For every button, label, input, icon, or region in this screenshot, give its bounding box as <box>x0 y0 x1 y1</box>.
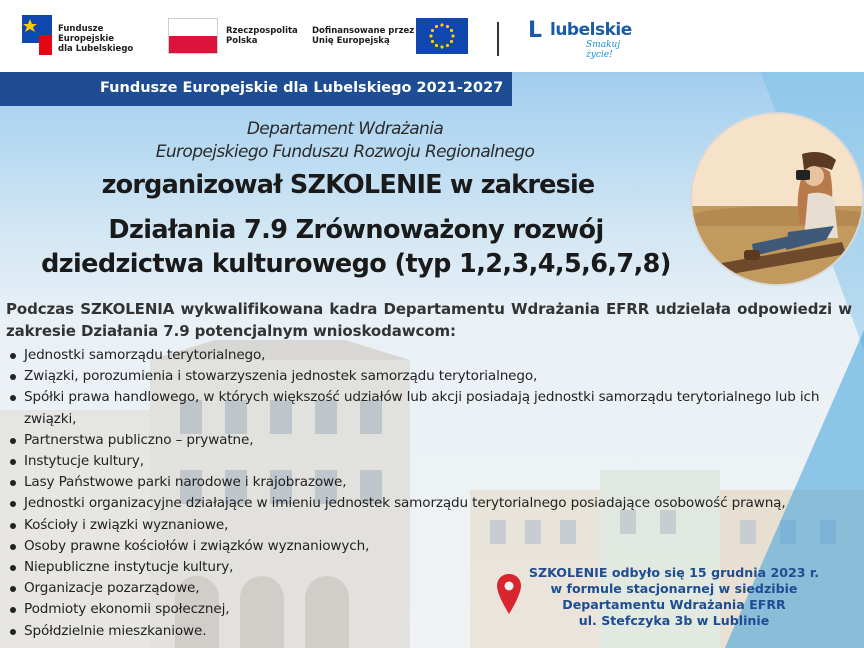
bullet-icon <box>10 544 16 550</box>
list-item-text: Organizacje pozarządowe, <box>24 580 200 597</box>
bullet-icon <box>10 565 16 571</box>
bullet-icon <box>10 607 16 613</box>
bullet-icon <box>10 374 16 380</box>
department-line2: Europejskiego Funduszu Rozwoju Regionalnego <box>155 142 535 162</box>
polish-flag-icon <box>168 18 218 54</box>
list-item <box>6 430 852 451</box>
bullet-icon <box>10 353 16 359</box>
event-date: SZKOLENIE odbyło się 15 grudnia 2023 r. <box>528 565 820 580</box>
bullet-icon <box>10 523 16 529</box>
logo-fe-line2: dla Lubelskiego <box>58 44 134 54</box>
headline: zorganizował SZKOLENIE w zakresie <box>101 170 595 200</box>
logo-pl-line1: Rzeczpospolita <box>226 26 298 36</box>
logo-separator <box>497 22 499 56</box>
fe-star-icon <box>22 15 52 55</box>
logo-eu-line2: Unię Europejską <box>312 36 390 46</box>
list-item-text: Spółki prawa handlowego, w których większość udziałów lub akcji posiadają jednostki samorządu terytorialnego lub ich związki, <box>24 389 820 427</box>
logo-bar <box>0 0 864 72</box>
list-item-text: Podmioty ekonomii społecznej, <box>24 601 230 618</box>
logo-lub-word: lubelskie <box>550 20 632 40</box>
bullet-icon <box>10 480 16 486</box>
photographer-photo <box>690 112 864 286</box>
bullet-icon <box>10 438 16 444</box>
photographer-illustration <box>692 114 862 284</box>
intro-paragraph: Podczas SZKOLENIA wykwalifikowana kadra Departamentu Wdrażania EFRR udzielała odpowiedzi w zakresie Działania 7.9 potencjalnym wnioskodawcom: <box>6 300 852 340</box>
list-item-text: Kościoły i związki wyznaniowe, <box>24 516 229 533</box>
list-item-text: Instytucje kultury, <box>24 453 144 470</box>
list-item <box>6 536 852 557</box>
logo-pl-line2: Polska <box>226 36 258 46</box>
logo-fe-line1: Fundusze Europejskie <box>58 24 115 44</box>
list-item-text: Osoby prawne kościołów i związków wyznaniowych, <box>24 537 370 554</box>
list-item <box>6 493 852 514</box>
list-item <box>6 366 852 387</box>
list-item-text: Związki, porozumienia i stowarzyszenia jednostek samorządu terytorialnego, <box>24 368 538 385</box>
event-venue: Departamentu Wdrażania EFRR <box>562 597 786 612</box>
logo-eu-line1: Dofinansowane przez <box>312 26 415 36</box>
logo-fundusze-europejskie <box>22 13 162 59</box>
list-item-text: Spółdzielnie mieszkaniowe. <box>24 622 207 639</box>
list-item <box>6 472 852 493</box>
list-item-text: Jednostki organizacyjne działające w imieniu jednostek samorządu terytorialnego posiadające osobowość prawną, <box>24 495 786 512</box>
list-item <box>6 515 852 536</box>
program-banner-text: Fundusze Europejskie dla Lubelskiego 2021-2027 <box>100 80 504 96</box>
list-item <box>6 345 852 366</box>
action-title-line2: dziedzictwa kulturowego (typ 1,2,3,4,5,6,7,8) <box>41 249 671 279</box>
bullet-icon <box>10 629 16 635</box>
bullet-icon <box>10 459 16 465</box>
list-item-text: Jednostki samorządu terytorialnego, <box>24 347 266 363</box>
bullet-icon <box>10 586 16 592</box>
logo-rzeczpospolita <box>168 18 308 58</box>
list-item-text: Lasy Państwowe parki narodowe i krajobrazowe, <box>24 474 347 491</box>
list-item-text: Niepubliczne instytucje kultury, <box>24 559 234 576</box>
bullet-icon <box>10 501 16 507</box>
action-title-line1: Działania 7.9 Zrównoważony rozwój <box>108 215 604 245</box>
bullet-icon <box>10 395 16 401</box>
event-address: ul. Stefczyka 3b w Lublinie <box>578 613 770 628</box>
event-format: w formule stacjonarnej w siedzibie <box>550 581 798 596</box>
department-line1: Departament Wdrażania <box>246 119 444 139</box>
eu-flag-icon <box>416 18 468 54</box>
logo-unia-europejska <box>312 18 472 58</box>
action-title <box>0 213 712 281</box>
department-name <box>0 118 690 164</box>
event-info <box>516 565 832 629</box>
lubelskie-mark-icon: L <box>528 18 543 43</box>
list-item <box>6 451 852 472</box>
list-item <box>6 387 852 429</box>
logo-lubelskie <box>528 18 638 58</box>
list-item-text: Partnerstwa publiczno – prywatne, <box>24 431 254 448</box>
logo-lub-tagline: Smakuj życie! <box>586 40 621 60</box>
